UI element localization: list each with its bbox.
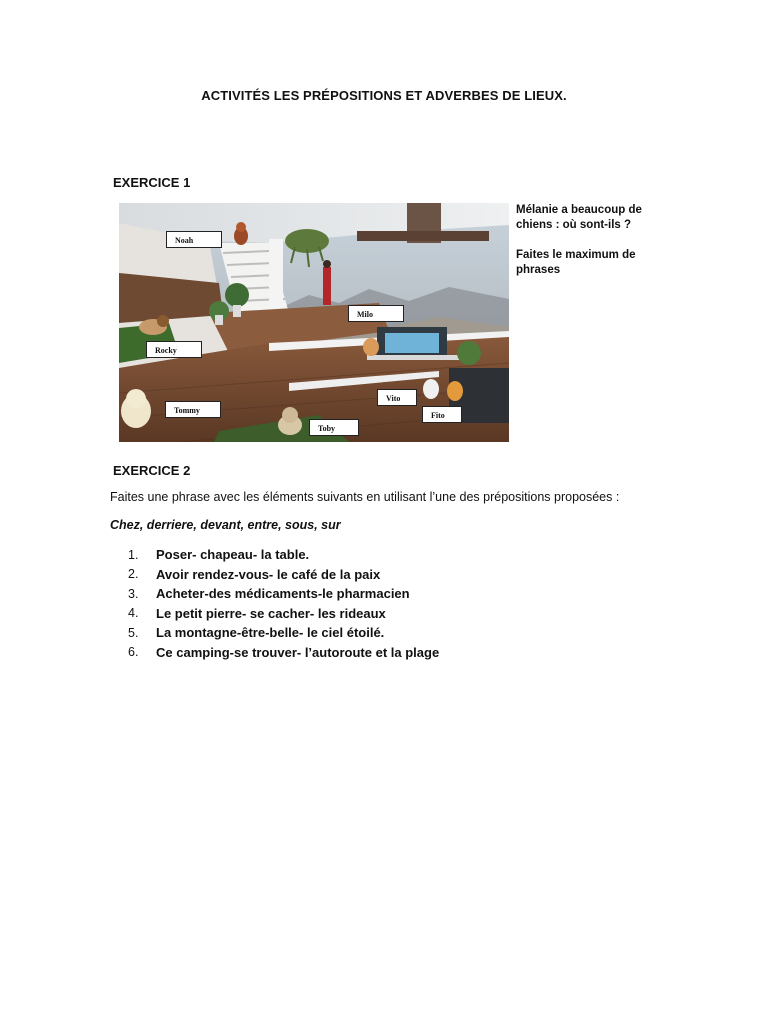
exercise-1-task: Faites le maximum de phrases (516, 249, 636, 276)
dog-label-noah: Noah (166, 231, 222, 248)
item-text: Ce camping-se trouver- l’autoroute et la plage (156, 644, 440, 660)
item-text: La montagne-être-belle- le ciel étoilé. (156, 625, 385, 641)
dog-label-milo: Milo (348, 305, 404, 322)
dog-label-vito: Vito (377, 389, 417, 406)
item-number: 1. (128, 547, 139, 562)
list-item (128, 565, 439, 585)
dog-label-fito: Fito (422, 406, 462, 423)
exercise-2-items (128, 545, 439, 662)
exercise-1-heading: EXERCICE 1 (113, 175, 191, 190)
list-item (128, 545, 439, 565)
list-item (128, 623, 439, 643)
item-text: Le petit pierre- se cacher- les rideaux (156, 605, 386, 621)
list-item (128, 643, 439, 663)
item-number: 3. (128, 586, 139, 601)
item-number: 6. (128, 645, 139, 660)
exercise-1-question: Mélanie a beaucoup de chiens : où sont-ils ? (516, 204, 642, 231)
list-item (128, 584, 439, 604)
item-text: Acheter-des médicaments-le pharmacien (156, 586, 410, 602)
item-text: Poser- chapeau- la table. (156, 547, 310, 563)
item-number: 2. (128, 567, 139, 582)
page-title: ACTIVITÉS LES PRÉPOSITIONS ET ADVERBES DE LIEUX. (201, 88, 567, 103)
exercise-2-instruction: Faites une phrase avec les éléments suivants en utilisant l’une des prépositions proposées : (110, 490, 620, 504)
dog-label-toby: Toby (309, 419, 359, 436)
item-text: Avoir rendez-vous- le café de la paix (156, 566, 381, 582)
item-number: 5. (128, 625, 139, 640)
list-item (128, 604, 439, 624)
preposition-list: Chez, derriere, devant, entre, sous, sur (110, 518, 341, 532)
room-illustration (119, 203, 509, 442)
exercise-2-heading: EXERCICE 2 (113, 463, 191, 478)
item-number: 4. (128, 606, 139, 621)
dog-label-rocky: Rocky (146, 341, 202, 358)
dog-label-tommy: Tommy (165, 401, 221, 418)
